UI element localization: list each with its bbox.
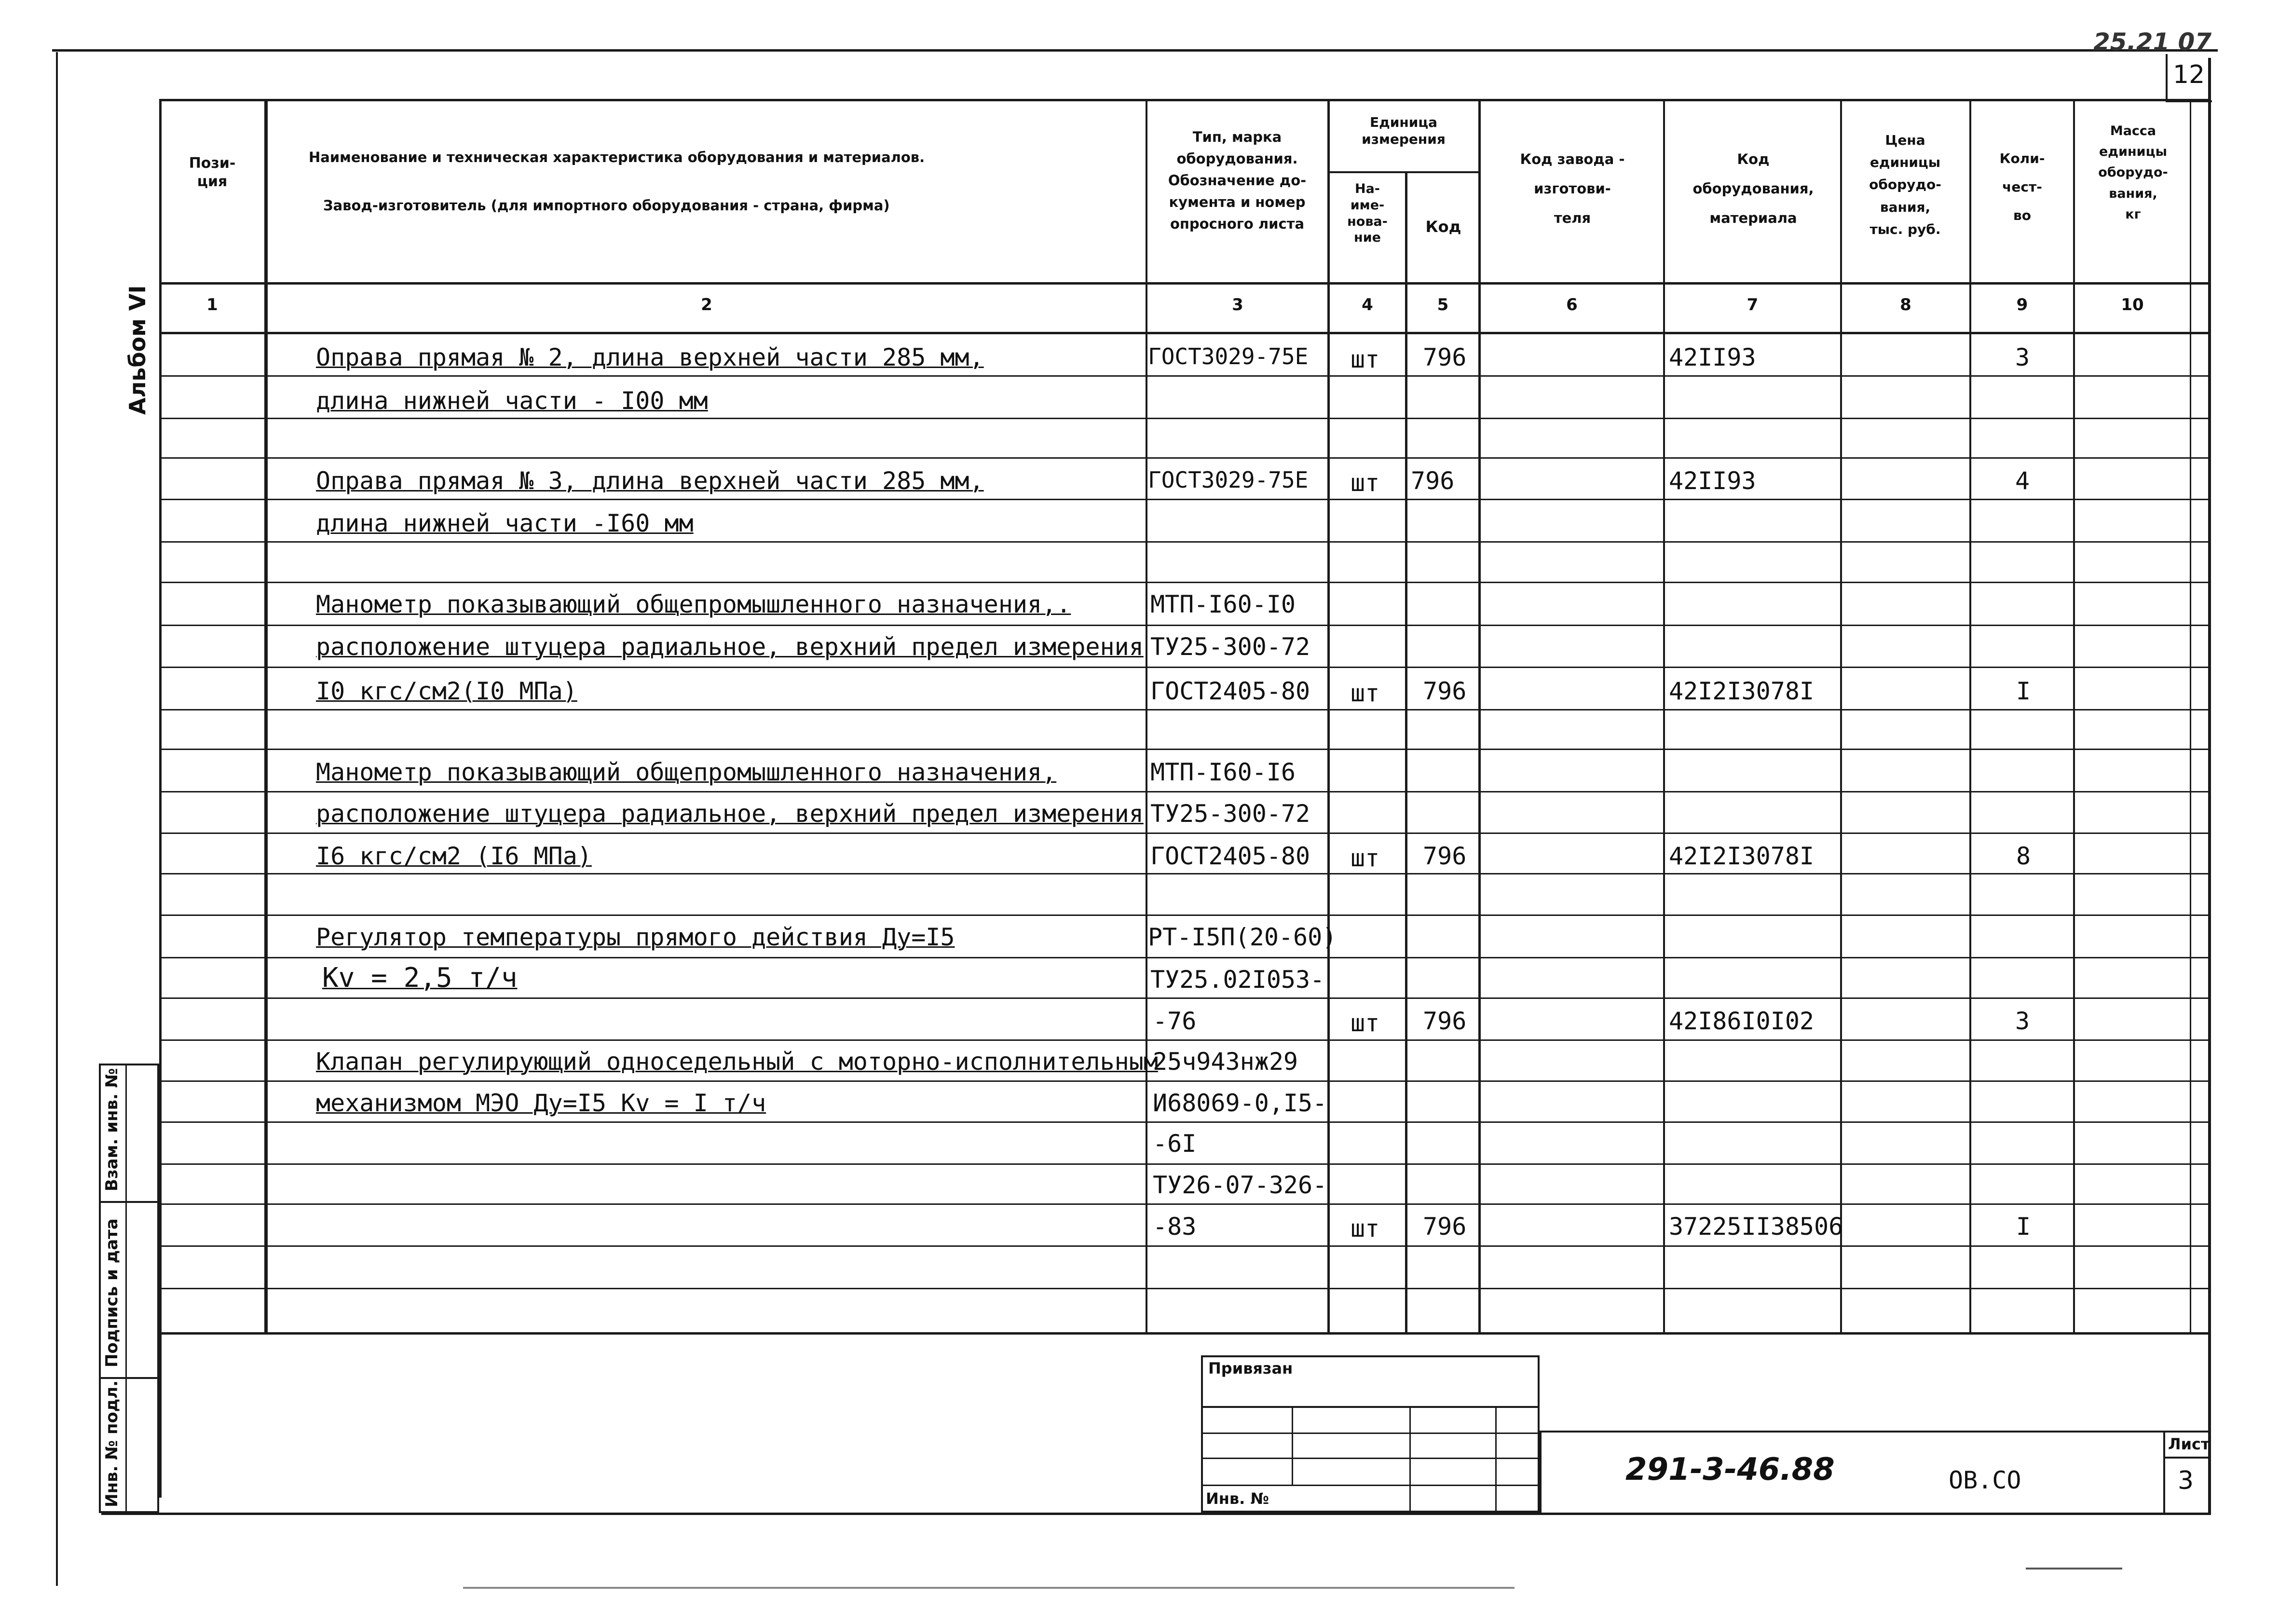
sheet-box-line <box>2163 1457 2209 1459</box>
row-line <box>159 582 2209 583</box>
col-num-2: 2 <box>701 295 712 314</box>
col-line-2 <box>1146 99 1147 1334</box>
row-3-type: ГОСТ3029-75Е <box>1148 467 1309 493</box>
row-line <box>159 709 2209 710</box>
row-0-unit: шт <box>1351 345 1380 373</box>
album-label: Альбом VI <box>124 285 150 415</box>
col-line-6 <box>1663 99 1665 1334</box>
row-12-qty: 8 <box>2016 842 2031 870</box>
header-col-factory-code: Код завода - изготови- теля <box>1520 151 1625 226</box>
col-line-9 <box>2073 99 2075 1334</box>
row-line <box>159 1245 2209 1247</box>
row-14-name: Регулятор температуры прямого действия Ду=I5 <box>316 923 955 951</box>
frame-right <box>2208 58 2211 1515</box>
row-line-last <box>159 1332 2209 1335</box>
tb-line-4 <box>1201 1485 1540 1486</box>
row-16-material: 42I86I0I02 <box>1669 1007 1815 1035</box>
row-16-code: 796 <box>1423 1007 1467 1035</box>
header-col-price: Цена единицы оборудо- вания, тыс. руб. <box>1869 132 1941 237</box>
col-num-9: 9 <box>2016 295 2028 314</box>
row-line <box>159 1039 2209 1041</box>
row-15-name: Kv = 2,5 т/ч <box>322 962 518 994</box>
handwritten-corner: 25.21 07 <box>2093 28 2212 56</box>
row-21-qty: I <box>2016 1213 2031 1241</box>
header-col-qty: Коли- чест- во <box>1999 150 2045 223</box>
row-0-name: Оправа прямая № 2, длина верхней части 285 мм, <box>316 343 984 371</box>
row-10-name: Манометр показывающий общепромышленного назначения, <box>316 758 1057 786</box>
row-line <box>159 1121 2209 1123</box>
row-14-type: РТ-I5П(20-60) <box>1148 923 1337 951</box>
col-line-5 <box>1478 99 1481 1334</box>
row-3-unit: шт <box>1351 469 1380 497</box>
row-line <box>159 873 2209 874</box>
col-num-10: 10 <box>2121 295 2144 314</box>
page-number: 12 <box>2173 60 2205 89</box>
header-col-unit-code: Код <box>1425 218 1461 236</box>
row-11-type: ТУ25-300-72 <box>1150 800 1310 828</box>
row-3-code: 796 <box>1411 467 1455 495</box>
row-line <box>159 791 2209 792</box>
tb-vline-2 <box>1409 1406 1411 1512</box>
row-0-material: 42II93 <box>1669 343 1756 371</box>
header-col-unit-group: Единица измерения <box>1362 114 1446 147</box>
side-stamp-inv: Инв. № подл. <box>102 1380 122 1507</box>
row-12-name: I6 кгс/см2 (I6 МПа) <box>316 842 592 870</box>
inv-no-label: Инв. № <box>1206 1489 1269 1508</box>
row-20-type: ТУ26-07-326- <box>1153 1171 1327 1199</box>
row-17-name: Клапан регулирующий односедельный с моторно-исполнительным <box>316 1048 1158 1076</box>
col-line-7 <box>1840 99 1842 1334</box>
row-11-name: расположение штуцера радиальное, верхний предел измерения <box>316 800 1144 828</box>
row-line <box>159 1203 2209 1205</box>
row-0-qty: 3 <box>2015 343 2030 371</box>
row-1-name: длина нижней части - I00 мм <box>316 387 708 415</box>
header-col-mass: Масса единицы оборудо- вания, кг <box>2098 123 2168 222</box>
doc-number: 291-3-46.88 <box>1625 1452 1835 1488</box>
row-8-code: 796 <box>1423 677 1467 705</box>
row-12-unit: шт <box>1351 844 1380 872</box>
side-stamp-line-1 <box>99 1201 159 1203</box>
row-line <box>159 499 2209 500</box>
row-line <box>159 375 2209 377</box>
row-16-qty: 3 <box>2015 1007 2030 1035</box>
row-3-material: 42II93 <box>1669 467 1756 495</box>
col-line-10 <box>2190 99 2191 1334</box>
side-stamp-podpis: Подпись и дата <box>102 1218 122 1367</box>
side-stamp-line-2 <box>99 1377 159 1379</box>
row-21-material: 37225II38506 <box>1669 1213 1843 1241</box>
row-18-type: И68069-0,I5- <box>1153 1089 1327 1117</box>
row-line <box>159 957 2209 958</box>
frame-bottom <box>101 1513 2211 1515</box>
row-17-type: 25ч943нж29 <box>1153 1048 1298 1076</box>
scan-artifact-line <box>2026 1568 2122 1569</box>
header-bottom-line <box>159 282 2209 285</box>
privyazan-label: Привязан <box>1208 1359 1293 1378</box>
row-line <box>159 1163 2209 1165</box>
row-8-material: 42I2I3078I <box>1669 677 1815 705</box>
tb-line-1 <box>1201 1406 1540 1408</box>
row-0-code: 796 <box>1423 343 1467 371</box>
tb-line-2 <box>1201 1433 1540 1434</box>
row-6-type: МТП-I60-I0 <box>1150 590 1296 618</box>
row-line <box>159 1080 2209 1082</box>
row-line <box>159 1288 2209 1289</box>
row-7-name: расположение штуцера радиальное, верхний предел измерения <box>316 633 1144 661</box>
row-21-code: 796 <box>1423 1213 1467 1241</box>
row-19-type: -6I <box>1153 1130 1197 1158</box>
row-line <box>159 457 2209 459</box>
col-line-1 <box>264 99 268 1334</box>
row-line <box>159 832 2209 834</box>
row-3-name: Оправа прямая № 3, длина верхней части 285 мм, <box>316 467 984 495</box>
row-line <box>159 997 2209 999</box>
sheet-label: Лист <box>2168 1435 2210 1453</box>
doc-code: ОВ.СО <box>1949 1466 2021 1494</box>
row-12-type: ГОСТ2405-80 <box>1150 842 1310 870</box>
header-col-material-code: Код оборудования, материала <box>1692 151 1814 226</box>
col-line-4 <box>1405 171 1407 1334</box>
sheet-number: 3 <box>2178 1466 2194 1495</box>
col-line-3 <box>1327 99 1330 1334</box>
row-8-type: ГОСТ2405-80 <box>1150 677 1310 705</box>
header-col-type: Тип, марка оборудования. Обозначение до- кумента и номер опросного листа <box>1168 129 1307 232</box>
header-col-name-line2: Завод-изготовитель (для импортного оборудования - страна, фирма) <box>323 197 890 214</box>
tb-main-left <box>1540 1431 1542 1514</box>
row-16-type: -76 <box>1153 1007 1197 1035</box>
row-3-qty: 4 <box>2015 467 2030 495</box>
col-num-3: 3 <box>1232 295 1243 314</box>
col-num-8: 8 <box>1900 295 1911 314</box>
header-col-unit-name: На- име- нова- ние <box>1347 181 1388 246</box>
tb-vline-1 <box>1292 1406 1293 1486</box>
col-num-7: 7 <box>1747 295 1759 314</box>
row-line <box>159 541 2209 543</box>
row-4-name: длина нижней части -I60 мм <box>316 509 694 537</box>
row-16-unit: шт <box>1351 1009 1380 1037</box>
row-18-name: механизмом МЭО Ду=I5 Kv = I т/ч <box>316 1089 766 1117</box>
column-number-line <box>159 332 2209 334</box>
header-col-name-line1: Наименование и техническая характеристика оборудования и материалов. <box>309 149 925 165</box>
row-12-code: 796 <box>1423 842 1467 870</box>
row-21-unit: шт <box>1351 1215 1380 1242</box>
row-line <box>159 667 2209 668</box>
scan-artifact-line <box>463 1587 1515 1589</box>
row-15-type: ТУ25.02I053- <box>1150 966 1325 994</box>
row-line <box>159 625 2209 626</box>
row-7-type: ТУ25-300-72 <box>1150 633 1310 661</box>
unit-group-line <box>1329 171 1478 173</box>
col-num-6: 6 <box>1566 295 1578 314</box>
tb-main-top <box>1540 1431 2210 1433</box>
row-8-qty: I <box>2016 677 2031 705</box>
side-stamp-vzam: Взам. инв. № <box>102 1068 122 1191</box>
row-10-type: МТП-I60-I6 <box>1150 758 1296 786</box>
row-line <box>159 749 2209 750</box>
row-8-unit: шт <box>1351 679 1380 707</box>
col-line-8 <box>1969 99 1971 1334</box>
row-12-material: 42I2I3078I <box>1669 842 1815 870</box>
frame-top-outer <box>52 49 2218 52</box>
row-6-name: Манометр показывающий общепромышленного назначения,. <box>316 590 1071 618</box>
frame-top <box>159 99 2209 101</box>
side-stamp-divider <box>125 1064 127 1513</box>
col-num-4: 4 <box>1362 295 1373 314</box>
row-line <box>159 418 2209 419</box>
header-col-position: Пози- ция <box>189 155 236 190</box>
tb-vline-3 <box>1495 1406 1497 1512</box>
col-num-5: 5 <box>1437 295 1449 314</box>
row-0-type: ГОСТ3029-75Е <box>1148 343 1309 369</box>
row-21-type: -83 <box>1153 1213 1197 1241</box>
tb-line-3 <box>1201 1458 1540 1459</box>
col-num-1: 1 <box>206 295 218 314</box>
sheet-box-left <box>2163 1431 2165 1514</box>
margin-line <box>56 52 58 1586</box>
row-line <box>159 914 2209 916</box>
row-8-name: I0 кгс/см2(I0 МПа) <box>316 677 577 705</box>
